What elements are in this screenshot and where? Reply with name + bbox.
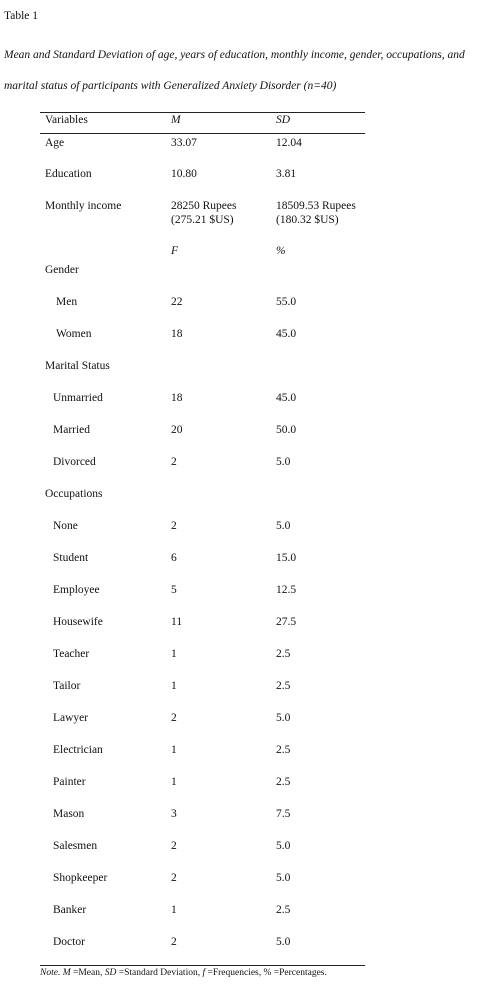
occupation-salesmen-pct: 5.0 — [276, 840, 291, 852]
header-sd: SD — [276, 114, 291, 126]
occupation-shopkeeper-f: 2 — [171, 872, 177, 884]
row-education-m: 10.80 — [171, 168, 197, 180]
note-sd-text: =Standard Deviation, — [116, 968, 203, 978]
occupation-student-label: Student — [53, 552, 89, 564]
occupation-teacher-f: 1 — [171, 648, 177, 660]
occupations-heading: Occupations — [45, 488, 103, 500]
top-rule — [40, 112, 365, 113]
gender-women-pct: 45.0 — [276, 328, 297, 340]
marital-heading: Marital Status — [45, 360, 110, 372]
note-f-symbol: f — [202, 968, 206, 978]
occupation-student-pct: 15.0 — [276, 552, 297, 564]
occupation-mason-pct: 7.5 — [276, 808, 291, 820]
note-prefix: Note. — [40, 968, 61, 978]
occupation-employee-pct: 12.5 — [276, 584, 297, 596]
gender-men-f: 22 — [171, 296, 183, 308]
header-m: M — [171, 114, 181, 126]
note-m-text: =Mean, — [70, 968, 105, 978]
occupation-lawyer-f: 2 — [171, 712, 177, 724]
occupation-banker-label: Banker — [53, 904, 87, 916]
occupation-salesmen-f: 2 — [171, 840, 177, 852]
occupation-lawyer-pct: 5.0 — [276, 712, 291, 724]
freq-header-f: F — [171, 245, 179, 257]
occupation-none-f: 2 — [171, 520, 177, 532]
table-note — [40, 968, 327, 978]
row-income-m-line1: 28250 Rupees — [171, 200, 237, 212]
marital-unmarried-f: 18 — [171, 392, 183, 404]
occupation-painter-label: Painter — [53, 776, 86, 788]
occupation-employee-f: 5 — [171, 584, 177, 596]
marital-married-f: 20 — [171, 424, 183, 436]
occupation-painter-f: 1 — [171, 776, 177, 788]
occupation-tailor-label: Tailor — [53, 680, 81, 692]
row-income-m-line2: (275.21 $US) — [171, 214, 234, 226]
occupation-housewife-f: 11 — [171, 616, 183, 628]
occupation-shopkeeper-pct: 5.0 — [276, 872, 291, 884]
marital-married-pct: 50.0 — [276, 424, 297, 436]
occupation-salesmen-label: Salesmen — [53, 840, 98, 852]
occupation-shopkeeper-label: Shopkeeper — [53, 872, 108, 884]
marital-divorced-label: Divorced — [53, 456, 96, 468]
note-f-text: =Frequencies, % =Percentages. — [205, 968, 327, 978]
occupation-none-label: None — [53, 520, 78, 532]
occupation-electrician-f: 1 — [171, 744, 177, 756]
bottom-rule — [40, 965, 365, 966]
occupation-painter-pct: 2.5 — [276, 776, 291, 788]
marital-unmarried-label: Unmarried — [53, 392, 103, 404]
occupation-student-f: 6 — [171, 552, 177, 564]
occupation-mason-f: 3 — [171, 808, 177, 820]
occupation-electrician-label: Electrician — [53, 744, 103, 756]
occupation-doctor-pct: 5.0 — [276, 936, 291, 948]
note-sd-symbol: SD — [104, 968, 117, 978]
occupation-tailor-pct: 2.5 — [276, 680, 291, 692]
marital-married-label: Married — [53, 424, 91, 436]
occupation-teacher-pct: 2.5 — [276, 648, 291, 660]
row-income-sd-line2: (180.32 $US) — [276, 214, 339, 226]
row-income-label: Monthly income — [45, 200, 122, 212]
row-age-sd: 12.04 — [276, 137, 302, 149]
note-m-symbol: M — [62, 968, 71, 978]
occupation-doctor-label: Doctor — [53, 936, 85, 948]
marital-divorced-pct: 5.0 — [276, 456, 291, 468]
table-label: Table 1 — [4, 10, 39, 22]
occupation-mason-label: Mason — [53, 808, 85, 820]
gender-heading: Gender — [45, 264, 79, 276]
marital-divorced-f: 2 — [171, 456, 177, 468]
row-education-sd: 3.81 — [276, 168, 297, 180]
occupation-tailor-f: 1 — [171, 680, 177, 692]
gender-women-label: Women — [56, 328, 92, 340]
freq-header-pct: % — [276, 245, 286, 257]
gender-women-f: 18 — [171, 328, 183, 340]
row-education-label: Education — [45, 168, 92, 180]
occupation-lawyer-label: Lawyer — [53, 712, 89, 724]
gender-men-pct: 55.0 — [276, 296, 297, 308]
row-age-label: Age — [45, 137, 65, 149]
row-income-sd-line1: 18509.53 Rupees — [276, 200, 356, 212]
table-caption: Mean and Standard Deviation of age, years of education, monthly income, gender, occupations, and marital status of participants with Generalized Anxiety Disorder (n=40) — [4, 49, 465, 92]
occupation-none-pct: 5.0 — [276, 520, 291, 532]
occupation-doctor-f: 2 — [171, 936, 177, 948]
occupation-banker-f: 1 — [171, 904, 177, 916]
occupation-housewife-label: Housewife — [53, 616, 103, 628]
header-rule — [40, 133, 365, 134]
gender-men-label: Men — [56, 296, 78, 308]
occupation-banker-pct: 2.5 — [276, 904, 291, 916]
marital-unmarried-pct: 45.0 — [276, 392, 297, 404]
occupation-housewife-pct: 27.5 — [276, 616, 297, 628]
row-age-m: 33.07 — [171, 137, 197, 149]
occupation-teacher-label: Teacher — [53, 648, 90, 660]
header-variables: Variables — [45, 114, 88, 126]
occupation-electrician-pct: 2.5 — [276, 744, 291, 756]
occupation-employee-label: Employee — [53, 584, 100, 596]
